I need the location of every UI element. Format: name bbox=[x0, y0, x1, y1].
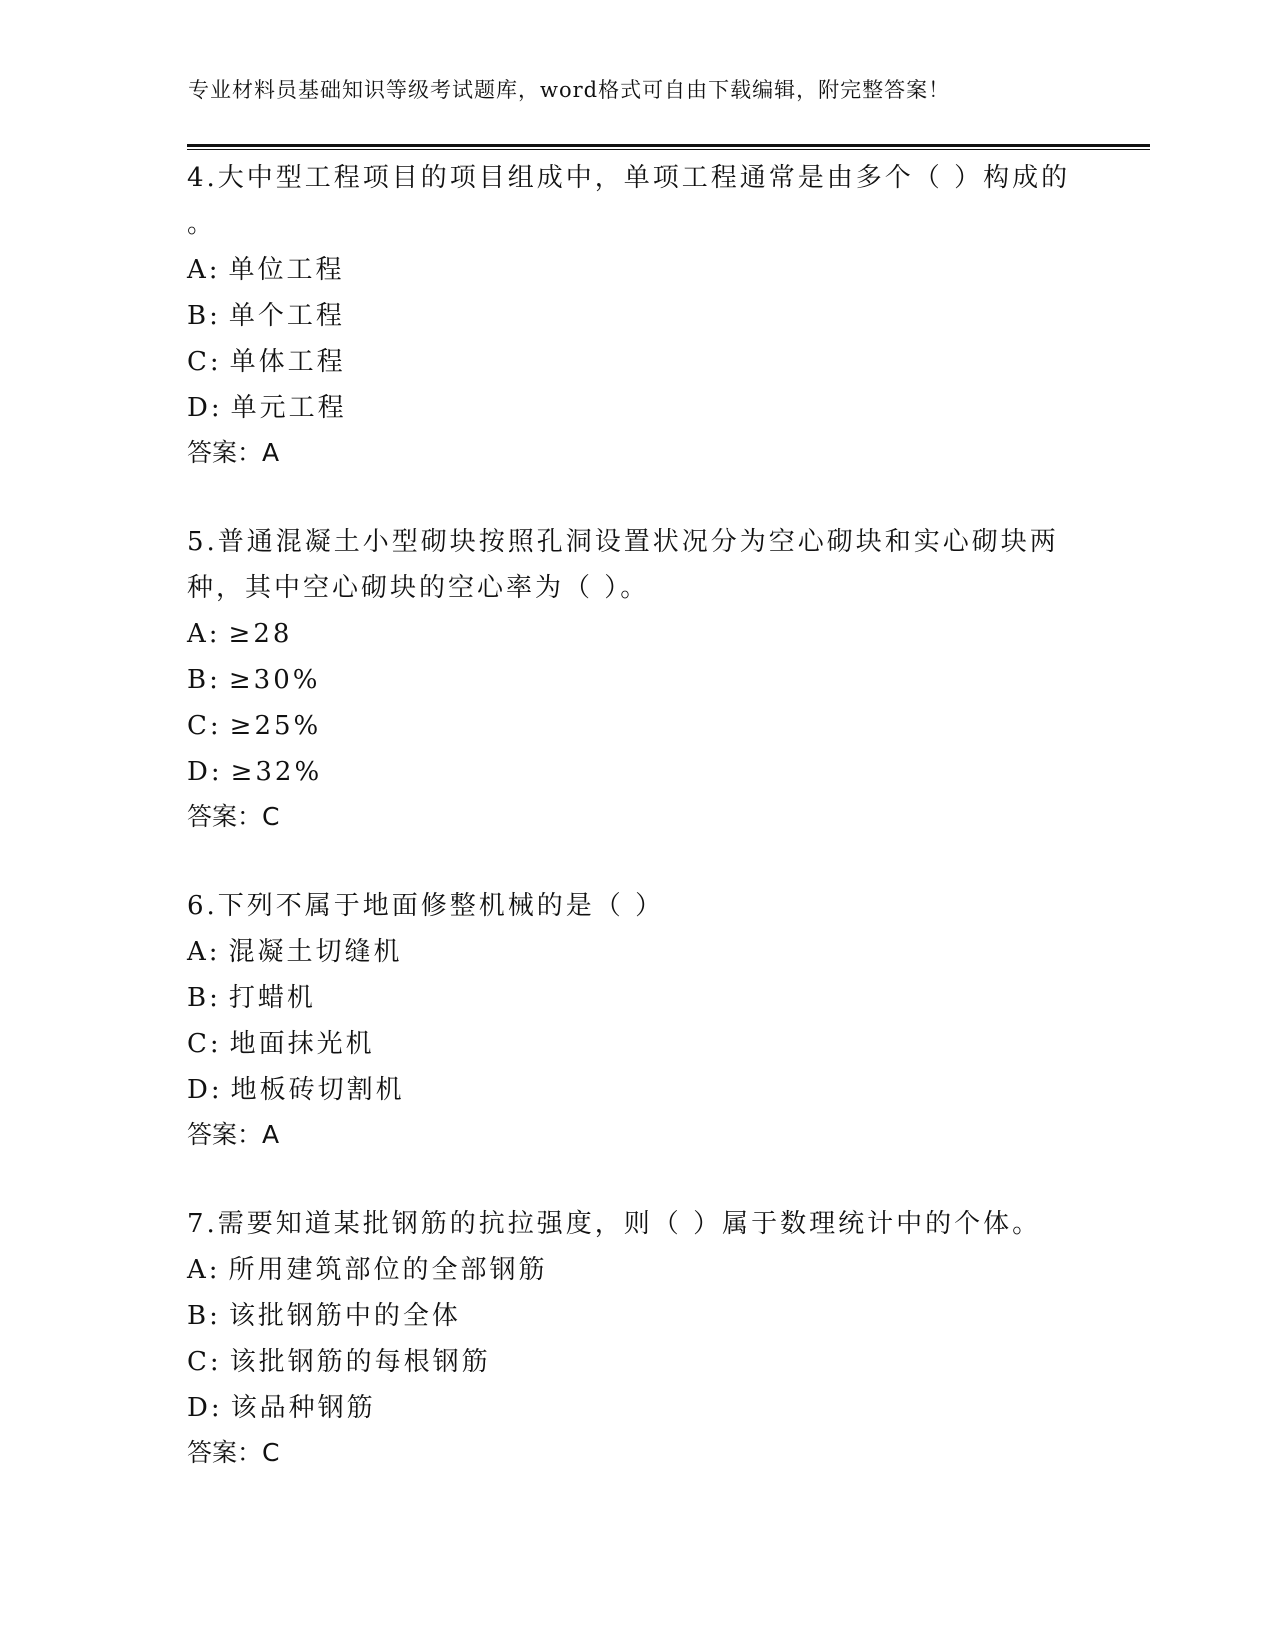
option-text: 该品种钢筋 bbox=[230, 1393, 376, 1423]
option-text: 该批钢筋的每根钢筋 bbox=[229, 1347, 491, 1377]
option-a bbox=[187, 929, 1087, 975]
answer-label: 答案： bbox=[187, 802, 263, 831]
option-a bbox=[187, 247, 1087, 293]
header-divider-thick bbox=[187, 144, 1150, 147]
option-letter: D: bbox=[187, 757, 223, 787]
answer-label: 答案： bbox=[187, 438, 263, 467]
option-text: 单体工程 bbox=[229, 347, 346, 377]
option-letter: C: bbox=[187, 1347, 222, 1377]
option-letter: B: bbox=[187, 301, 221, 331]
option-letter: A: bbox=[187, 937, 221, 967]
option-letter: B: bbox=[187, 1301, 221, 1331]
option-letter: D: bbox=[187, 1075, 223, 1105]
option-text: ≥28 bbox=[228, 619, 293, 649]
option-letter: C: bbox=[187, 711, 222, 741]
option-d bbox=[187, 1067, 1087, 1113]
option-b bbox=[187, 657, 1087, 703]
option-letter: D: bbox=[187, 1393, 223, 1423]
option-c bbox=[187, 703, 1087, 749]
option-text: 打蜡机 bbox=[228, 983, 316, 1013]
option-text: 该批钢筋中的全体 bbox=[228, 1301, 461, 1331]
question-stem-line: 6.下列不属于地面修整机械的是（ ） bbox=[187, 891, 665, 921]
option-d bbox=[187, 1385, 1087, 1431]
option-letter: A: bbox=[187, 619, 221, 649]
option-text: 混凝土切缝机 bbox=[228, 937, 403, 967]
option-text: 单元工程 bbox=[230, 393, 347, 423]
question-6 bbox=[187, 883, 1087, 1157]
answer-value: A bbox=[262, 1120, 280, 1149]
option-d bbox=[187, 749, 1087, 795]
question-4 bbox=[187, 155, 1087, 475]
option-c bbox=[187, 339, 1087, 385]
option-letter: C: bbox=[187, 347, 222, 377]
option-a bbox=[187, 611, 1087, 657]
option-b bbox=[187, 293, 1087, 339]
option-text: ≥25% bbox=[229, 711, 322, 741]
page-header: 专业材料员基础知识等级考试题库，word格式可自由下载编辑，附完整答案！ bbox=[188, 78, 951, 102]
option-b bbox=[187, 1293, 1087, 1339]
answer-value: C bbox=[262, 1438, 280, 1467]
answer-value: C bbox=[262, 802, 280, 831]
option-text: 所用建筑部位的全部钢筋 bbox=[228, 1255, 548, 1285]
option-letter: A: bbox=[187, 1255, 221, 1285]
option-text: ≥32% bbox=[230, 757, 323, 787]
option-text: 单个工程 bbox=[228, 301, 345, 331]
option-letter: C: bbox=[187, 1029, 222, 1059]
question-stem-line: 4.大中型工程项目的项目组成中，单项工程通常是由多个（ ）构成的 bbox=[187, 163, 1071, 193]
answer-line bbox=[187, 1431, 1087, 1475]
option-c bbox=[187, 1339, 1087, 1385]
answer-line bbox=[187, 1113, 1087, 1157]
option-b bbox=[187, 975, 1087, 1021]
option-text: ≥30% bbox=[228, 665, 321, 695]
option-letter: B: bbox=[187, 983, 221, 1013]
header-divider-thin bbox=[187, 149, 1150, 150]
question-7 bbox=[187, 1201, 1087, 1475]
option-letter: D: bbox=[187, 393, 223, 423]
question-stem-line: 种，其中空心砌块的空心率为（ ）。 bbox=[187, 573, 650, 603]
answer-label: 答案： bbox=[187, 1120, 263, 1149]
option-d bbox=[187, 385, 1087, 431]
question-5 bbox=[187, 519, 1087, 839]
option-letter: B: bbox=[187, 665, 221, 695]
answer-value: A bbox=[262, 438, 280, 467]
question-stem-line: 5.普通混凝土小型砌块按照孔洞设置状况分为空心砌块和实心砌块两 bbox=[187, 527, 1059, 557]
option-text: 地板砖切割机 bbox=[230, 1075, 405, 1105]
question-list bbox=[187, 155, 1087, 1519]
option-c bbox=[187, 1021, 1087, 1067]
option-text: 单位工程 bbox=[228, 255, 345, 285]
option-a bbox=[187, 1247, 1087, 1293]
question-stem-line: 。 bbox=[187, 209, 217, 239]
answer-label: 答案： bbox=[187, 1438, 263, 1467]
question-stem-line: 7.需要知道某批钢筋的抗拉强度，则（ ）属于数理统计中的个体。 bbox=[187, 1209, 1042, 1239]
option-letter: A: bbox=[187, 255, 221, 285]
answer-line bbox=[187, 795, 1087, 839]
option-text: 地面抹光机 bbox=[229, 1029, 375, 1059]
answer-line bbox=[187, 431, 1087, 475]
